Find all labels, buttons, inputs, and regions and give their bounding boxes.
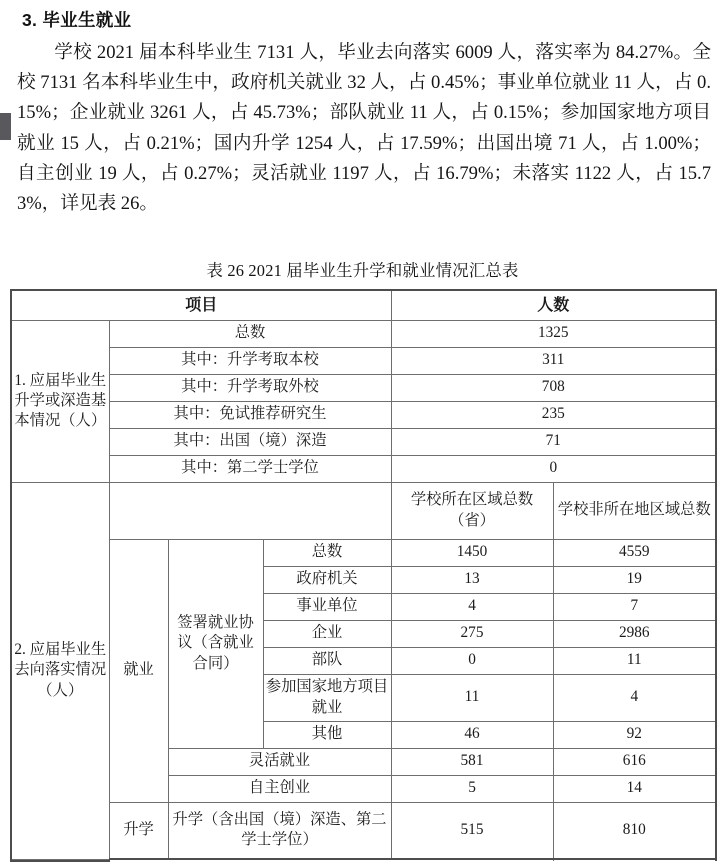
other-employment-row-out-region: 14 xyxy=(553,775,716,802)
agreement-row-out-region: 2986 xyxy=(553,620,716,647)
subheader-out-region: 学校非所在地区域总数 xyxy=(553,482,716,539)
page-edge-artifact xyxy=(0,113,11,140)
body-paragraph: 学校 2021 届本科毕业生 7131 人，毕业去向落实 6009 人，落实率为 84.27%。全校 7131 名本科毕业生中，政府机关就业 32 人，占 0.45%；事业单位就业 11 人，占 0.15%；企业就业 3261 人，占 45.73%；部队就业 11 人，占 0.15%；参加国家地方项目就业 15 人，占 0.21%；国内升学 1254 人，占 17.59%；出国出境 71 人，占 1.00%；自主创业 19 人，占 0.27%；灵活就业 1197 人，占 16.79%；未落实 1122 人，占 15.73%，详见表 26。 xyxy=(17,42,711,215)
section2-label: 2. 应届毕业生去向落实情况（人） xyxy=(11,482,109,859)
agreement-row-in-region: 4 xyxy=(391,593,553,620)
agreement-row-name: 参加国家地方项目就业 xyxy=(263,674,391,721)
other-employment-row-out-region: 616 xyxy=(553,748,716,775)
agreement-row-in-region: 1450 xyxy=(391,539,553,566)
section1-label: 1. 应届毕业生升学或深造基本情况（人） xyxy=(11,320,109,482)
section1-row-name: 其中：第二学士学位 xyxy=(109,455,391,482)
table-header-row xyxy=(11,290,716,320)
agreement-row-in-region: 275 xyxy=(391,620,553,647)
agreement-row-out-region: 7 xyxy=(553,593,716,620)
agreement-row-name: 总数 xyxy=(263,539,391,566)
agreement-row-out-region: 4559 xyxy=(553,539,716,566)
further-study-row-out-region: 810 xyxy=(553,802,716,859)
agreement-row-name: 事业单位 xyxy=(263,593,391,620)
section1-row-name: 其中：出国（境）深造 xyxy=(109,428,391,455)
table-row xyxy=(11,802,716,859)
table-caption: 表 26 2021 届毕业生升学和就业情况汇总表 xyxy=(206,261,519,280)
agreement-row-out-region: 11 xyxy=(553,647,716,674)
further-study-row-name: 升学（含出国（境）深造、第二学士学位） xyxy=(168,802,391,859)
section1-row-value: 311 xyxy=(391,347,716,374)
header-count: 人数 xyxy=(391,290,716,320)
table-row xyxy=(11,374,716,401)
agreement-row-name: 企业 xyxy=(263,620,391,647)
table-row xyxy=(11,401,716,428)
subheader-in-region: 学校所在区域总数（省） xyxy=(391,482,553,539)
agreement-row-name: 政府机关 xyxy=(263,566,391,593)
summary-table-wrapper xyxy=(10,289,715,862)
other-employment-row-in-region: 581 xyxy=(391,748,553,775)
agreement-row-out-region: 19 xyxy=(553,566,716,593)
page-title: 3. 毕业生就业 xyxy=(22,10,132,30)
agreement-row-in-region: 13 xyxy=(391,566,553,593)
section1-row-name: 总数 xyxy=(109,320,391,347)
table-row xyxy=(11,347,716,374)
agreement-row-in-region: 0 xyxy=(391,647,553,674)
section1-row-value: 0 xyxy=(391,455,716,482)
section1-row-name: 其中：升学考取外校 xyxy=(109,374,391,401)
table-row xyxy=(11,455,716,482)
other-employment-row-in-region: 5 xyxy=(391,775,553,802)
section1-row-name: 其中：升学考取本校 xyxy=(109,347,391,374)
agreement-row-name: 其他 xyxy=(263,721,391,748)
agreement-row-name: 部队 xyxy=(263,647,391,674)
group-employment: 就业 xyxy=(109,539,168,802)
section2-subheader-row xyxy=(11,482,716,539)
subgroup-agreement: 签署就业协议（含就业合同） xyxy=(168,539,263,748)
table-row xyxy=(11,539,716,566)
section1-row-value: 71 xyxy=(391,428,716,455)
section1-row-value: 1325 xyxy=(391,320,716,347)
section2-subheader-blank xyxy=(109,482,391,539)
agreement-row-in-region: 46 xyxy=(391,721,553,748)
table-row xyxy=(11,320,716,347)
group-further-study: 升学 xyxy=(109,802,168,859)
other-employment-row-name: 自主创业 xyxy=(168,775,391,802)
section1-row-name: 其中：免试推荐研究生 xyxy=(109,401,391,428)
graduate-summary-table xyxy=(10,289,717,862)
table-bottom-edge xyxy=(11,859,716,861)
section1-row-value: 708 xyxy=(391,374,716,401)
agreement-row-in-region: 11 xyxy=(391,674,553,721)
section1-row-value: 235 xyxy=(391,401,716,428)
further-study-row-in-region: 515 xyxy=(391,802,553,859)
agreement-row-out-region: 92 xyxy=(553,721,716,748)
header-item: 项目 xyxy=(11,290,391,320)
other-employment-row-name: 灵活就业 xyxy=(168,748,391,775)
agreement-row-out-region: 4 xyxy=(553,674,716,721)
table-row xyxy=(11,428,716,455)
